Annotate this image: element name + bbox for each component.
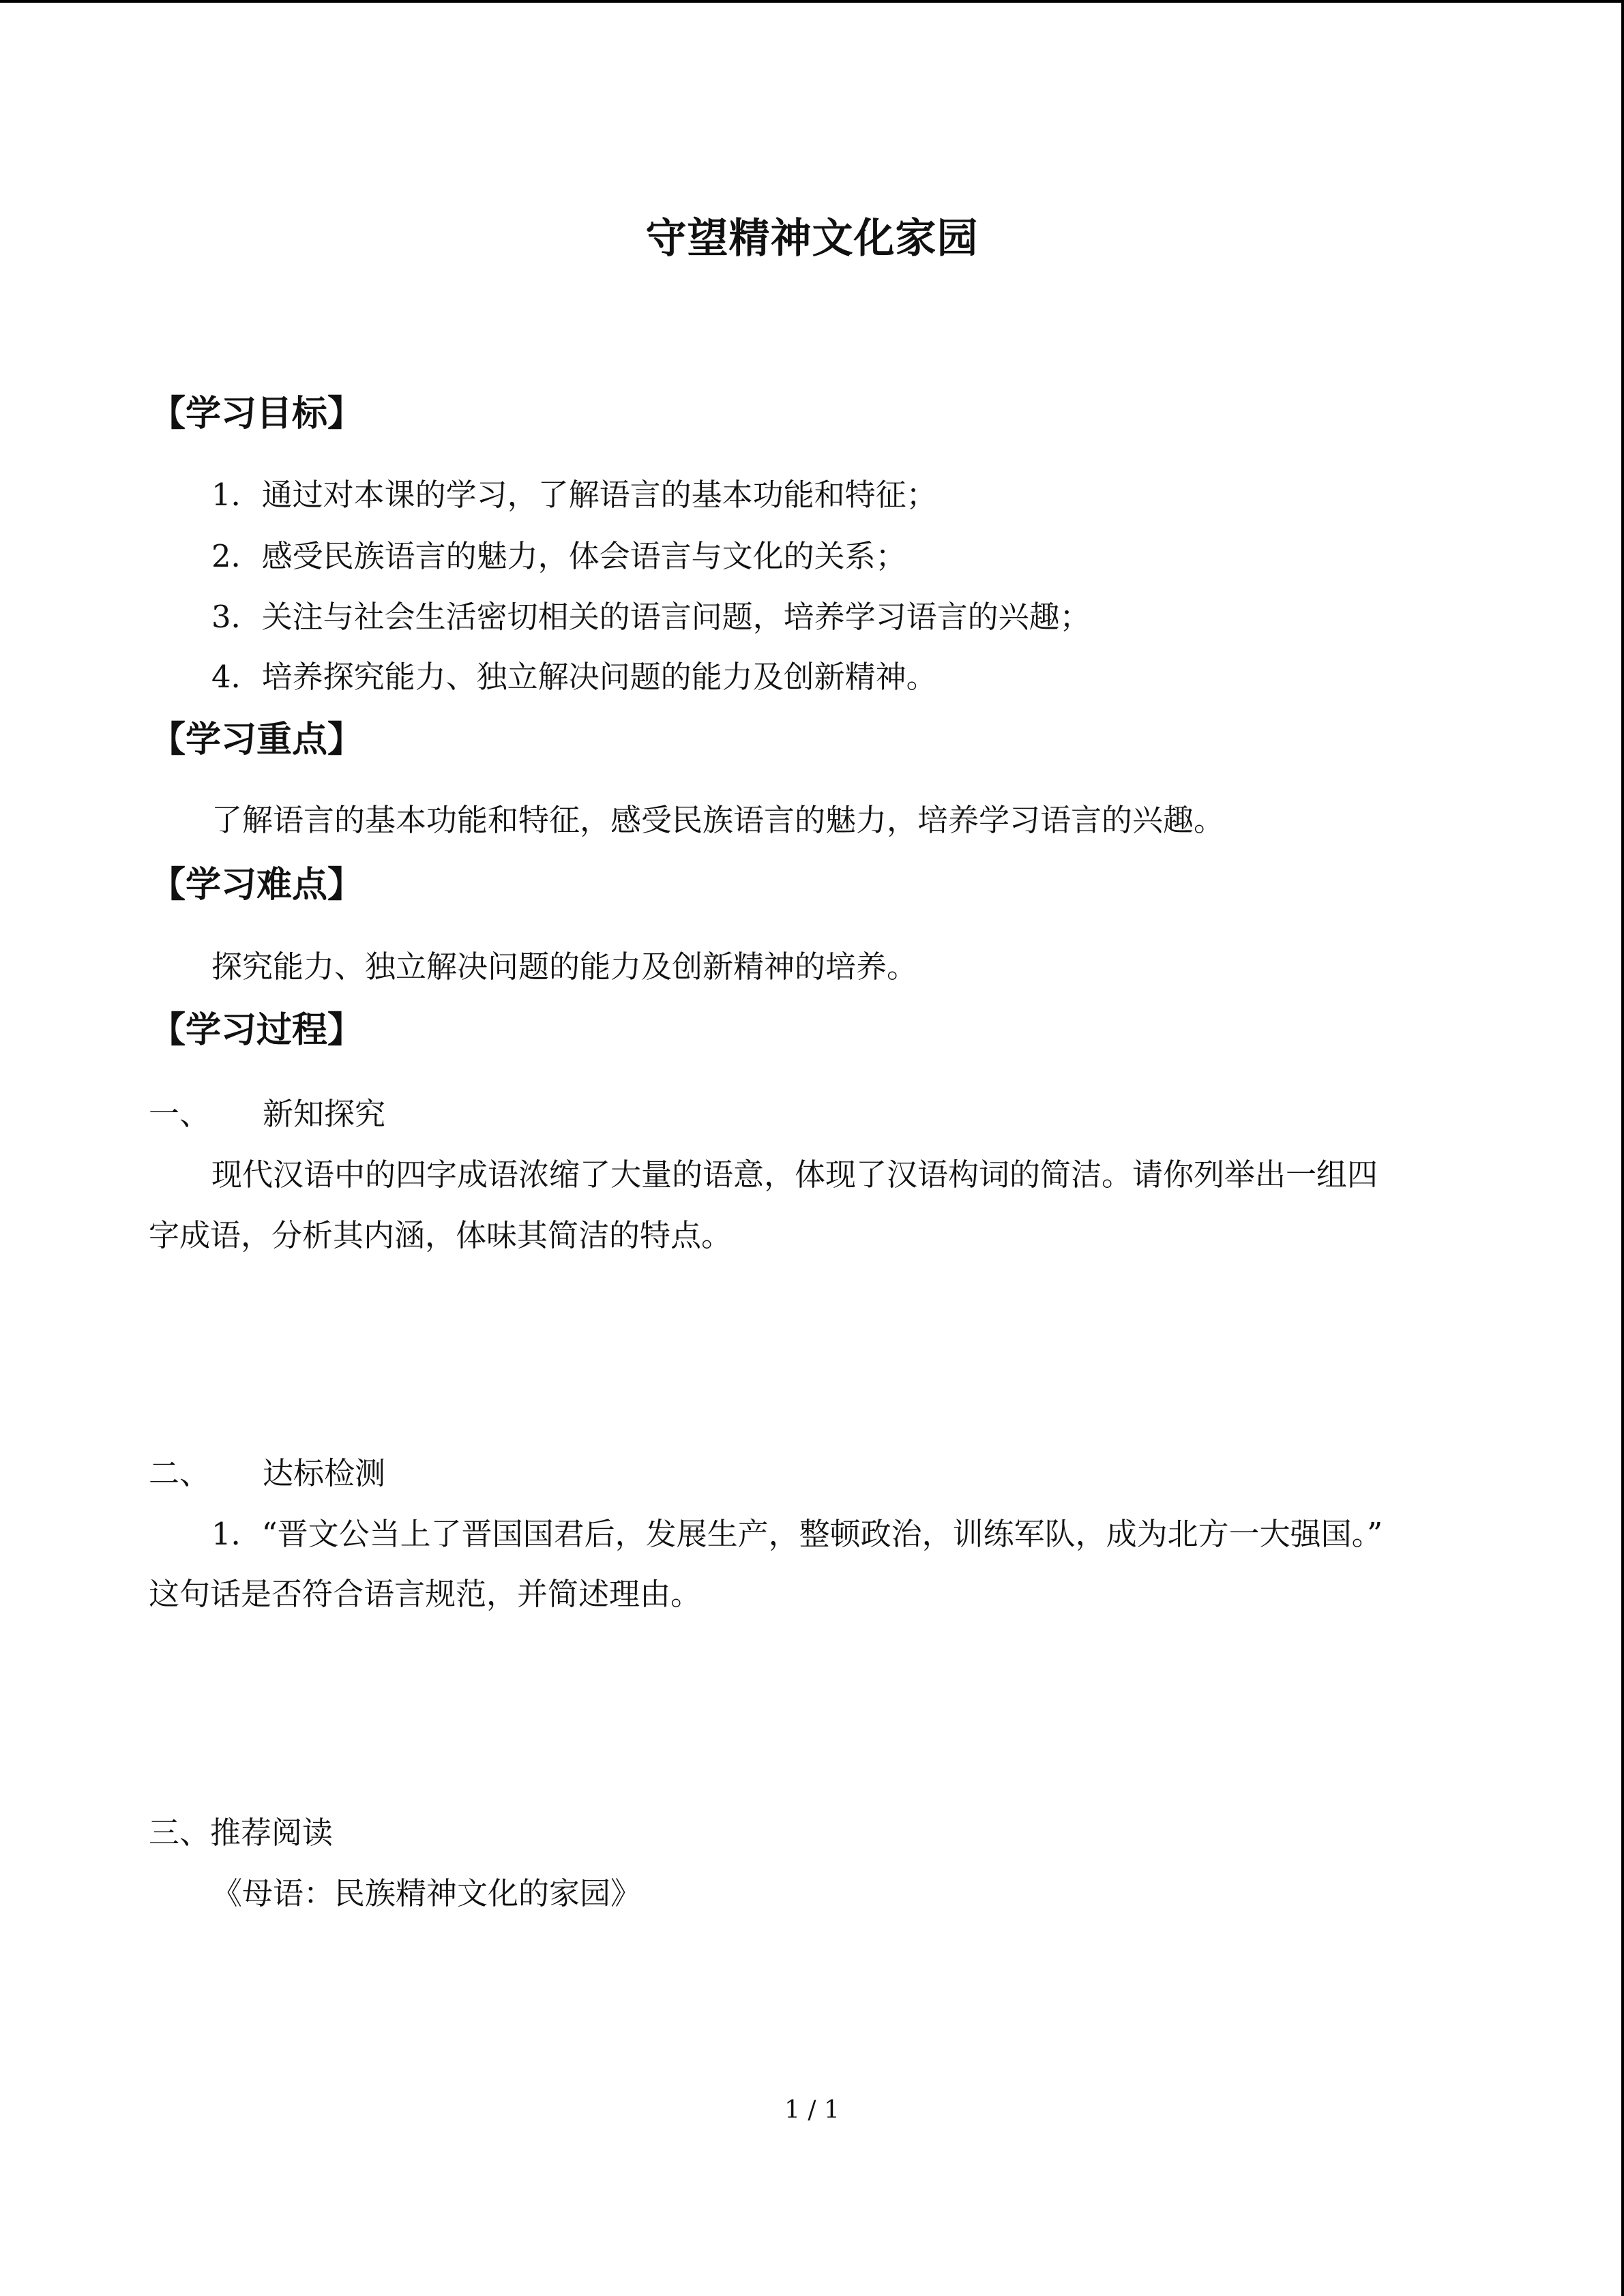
heading-key-points: 【学习重点】 bbox=[150, 719, 364, 760]
objective-item-2: 2．感受民族语言的魅力，体会语言与文化的关系； bbox=[211, 538, 906, 574]
section-2-label: 达标检测 bbox=[263, 1455, 386, 1491]
heading-difficulties: 【学习难点】 bbox=[150, 865, 364, 906]
page-title: 守望精神文化家园 bbox=[645, 215, 979, 263]
section-1-line-1: 现代汉语中的四字成语浓缩了大量的语意，体现了汉语构词的简洁。请你列举出一组四 bbox=[211, 1157, 1378, 1193]
section-2-line-1: 1．“晋文公当上了晋国国君后，发展生产，整顿政治，训练军队，成为北方一大强国。” bbox=[211, 1516, 1383, 1552]
difficulties-text: 探究能力、独立解决问题的能力及创新精神的培养。 bbox=[211, 949, 918, 985]
objective-item-3: 3．关注与社会生活密切相关的语言问题，培养学习语言的兴趣； bbox=[211, 599, 1091, 635]
key-points-text: 了解语言的基本功能和特征，感受民族语言的魅力，培养学习语言的兴趣。 bbox=[211, 802, 1225, 838]
section-1-label: 新知探究 bbox=[263, 1096, 386, 1132]
objective-item-4: 4．培养探究能力、独立解决问题的能力及创新精神。 bbox=[211, 659, 937, 695]
section-2-line-2: 这句话是否符合语言规范，并简述理由。 bbox=[149, 1576, 702, 1612]
recommended-book: 《母语：民族精神文化的家园》 bbox=[211, 1875, 642, 1911]
objective-item-1: 1．通过对本课的学习，了解语言的基本功能和特征； bbox=[211, 477, 937, 513]
section-1-number: 一、 bbox=[149, 1096, 211, 1132]
section-1-line-2: 字成语，分析其内涵，体味其简洁的特点。 bbox=[149, 1217, 733, 1253]
section-2-number: 二、 bbox=[149, 1455, 211, 1491]
page-border-right bbox=[1621, 0, 1624, 2296]
heading-objectives: 【学习目标】 bbox=[150, 393, 364, 434]
page-border-top bbox=[0, 0, 1624, 3]
section-3-label: 三、推荐阅读 bbox=[149, 1815, 334, 1851]
page-number: 1 / 1 bbox=[784, 2096, 840, 2124]
heading-process: 【学习过程】 bbox=[150, 1010, 364, 1051]
